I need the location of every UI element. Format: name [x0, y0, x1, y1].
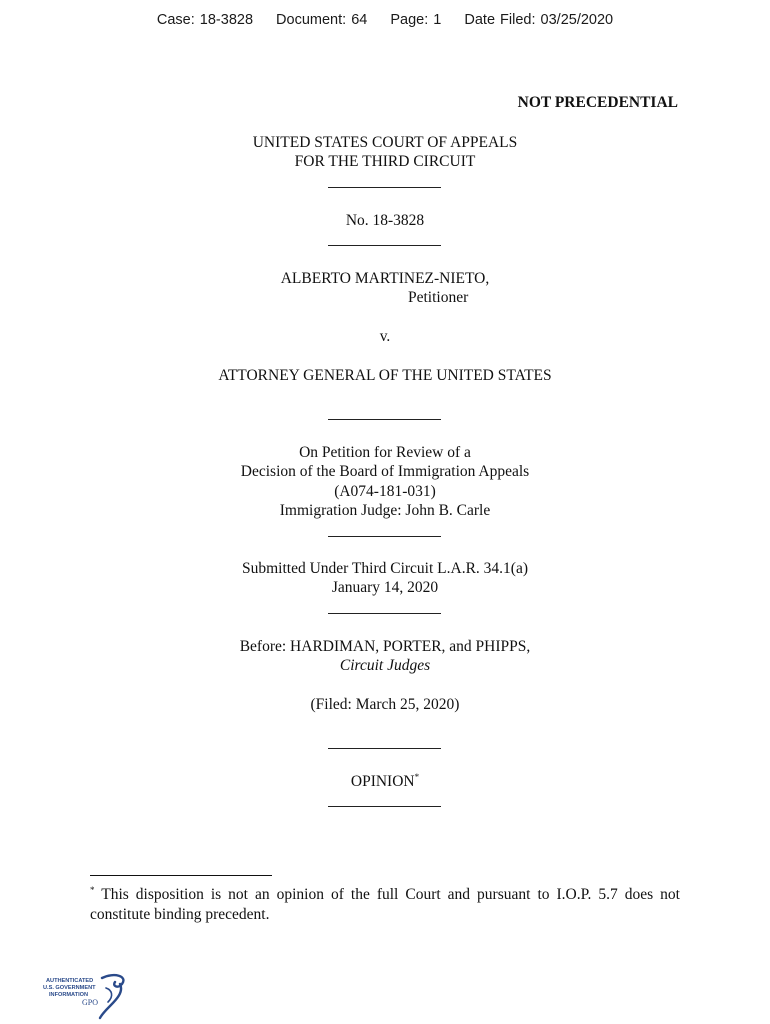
gpo-logo-line3: INFORMATION [49, 992, 89, 998]
section-divider [328, 806, 441, 807]
petitioner-name: ALBERTO MARTINEZ-NIETO, [280, 270, 490, 287]
filed-date: (Filed: March 25, 2020) [310, 696, 460, 713]
footnote-marker: * [90, 885, 95, 895]
agency-number: (A074-181-031) [334, 483, 436, 500]
footnote-separator [90, 875, 272, 876]
gpo-eagle-wing-icon [106, 988, 112, 1002]
gpo-logo-line2: U.S. GOVERNMENT [43, 985, 96, 991]
gpo-logo-line4: GPO [82, 998, 99, 1007]
court-name-line1: UNITED STATES COURT OF APPEALS [252, 134, 518, 151]
submission-line1: Submitted Under Third Circuit L.A.R. 34.1(a) [242, 560, 528, 577]
submission-date: January 14, 2020 [331, 579, 439, 596]
review-line2: Decision of the Board of Immigration Appeals [240, 463, 530, 480]
section-divider [328, 536, 441, 537]
section-divider [328, 419, 441, 420]
petitioner-role: Petitioner [408, 289, 469, 306]
header-page-number: Page: 1 [390, 12, 442, 28]
opinion-label: OPINION [350, 773, 415, 790]
footnote [90, 885, 680, 925]
filing-header [0, 12, 770, 28]
gpo-logo-line1: AUTHENTICATED [46, 978, 94, 984]
review-line1: On Petition for Review of a [299, 444, 471, 461]
opinion-heading [0, 772, 770, 791]
court-name-line2: FOR THE THIRD CIRCUIT [294, 153, 476, 170]
header-case-number: Case: 18-3828 [156, 12, 254, 28]
precedential-label: NOT PRECEDENTIAL [517, 94, 678, 111]
case-number: No. 18-3828 [345, 212, 425, 229]
opinion-footnote-marker: * [414, 772, 420, 782]
versus: v. [379, 328, 391, 345]
section-divider [328, 245, 441, 246]
header-date-filed: Date Filed: 03/25/2020 [464, 12, 614, 28]
footnote-text: This disposition is not an opinion of the full Court and pursuant to I.O.P. 5.7 does not constitute binding precedent. [90, 886, 680, 923]
section-divider [328, 187, 441, 188]
panel-judges: Before: HARDIMAN, PORTER, and PHIPPS, [239, 638, 531, 655]
header-document-number: Document: 64 [276, 12, 368, 28]
section-divider [328, 748, 441, 749]
gpo-authentication-logo [42, 972, 132, 1020]
immigration-judge: Immigration Judge: John B. Carle [279, 502, 491, 519]
section-divider [328, 613, 441, 614]
panel-title: Circuit Judges [339, 657, 431, 674]
respondent-name: ATTORNEY GENERAL OF THE UNITED STATES [218, 367, 552, 384]
